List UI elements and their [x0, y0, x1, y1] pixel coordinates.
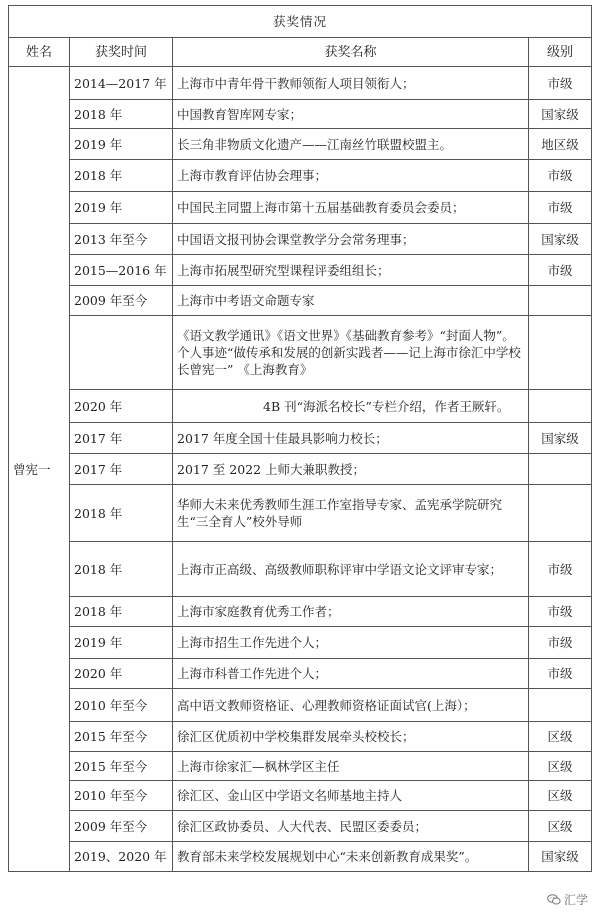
- source-label: 汇学: [563, 893, 588, 907]
- award-time: 2009 年至今: [70, 811, 173, 842]
- table-row: [9, 597, 592, 627]
- award-title: 中国语文报刊协会课堂教学分会常务理事；: [173, 224, 529, 255]
- award-level: 国家级: [529, 100, 592, 129]
- award-title: 上海市家庭教育优秀工作者；: [173, 597, 529, 627]
- award-time: 2019 年: [70, 627, 173, 659]
- award-time: 2015—2016 年: [70, 255, 173, 286]
- table-row: [9, 659, 592, 689]
- award-level: [529, 286, 592, 316]
- award-time: 2017 年: [70, 454, 173, 485]
- award-title: 上海市中考语文命题专家: [173, 286, 529, 316]
- award-title: 4B 刊“海派名校长”专栏介绍，作者王厥轩。: [173, 390, 529, 423]
- table-row: [9, 129, 592, 160]
- table-row: [9, 192, 592, 224]
- award-level: 市级: [529, 255, 592, 286]
- award-title: 上海市中青年骨干教师领衔人项目领衔人；: [173, 67, 529, 100]
- award-title: 上海市招生工作先进个人；: [173, 627, 529, 659]
- table-row: [9, 811, 592, 842]
- award-title: 上海市科普工作先进个人；: [173, 659, 529, 689]
- table-row: [9, 100, 592, 129]
- award-level: [529, 485, 592, 542]
- awards-table: [8, 5, 592, 872]
- award-time: [70, 316, 173, 390]
- header-time: 获奖时间: [70, 38, 173, 67]
- table-row: [9, 627, 592, 659]
- award-level: 国家级: [529, 842, 592, 872]
- awards-body: [9, 67, 592, 872]
- award-title: 长三角非物质文化遗产——江南丝竹联盟校盟主。: [173, 129, 529, 160]
- award-title: 中国教育智库网专家；: [173, 100, 529, 129]
- award-time: 2020 年: [70, 390, 173, 423]
- award-level: 市级: [529, 542, 592, 597]
- table-row: [9, 752, 592, 781]
- award-time: 2019、2020 年: [70, 842, 173, 872]
- award-time: 2010 年至今: [70, 781, 173, 811]
- award-level: [529, 689, 592, 722]
- table-row: [9, 224, 592, 255]
- award-time: 2009 年至今: [70, 286, 173, 316]
- award-time: 2018 年: [70, 597, 173, 627]
- table-row: [9, 316, 592, 390]
- award-time: 2018 年: [70, 485, 173, 542]
- award-title: 2017 至 2022 上师大兼职教授；: [173, 454, 529, 485]
- award-level: 地区级: [529, 129, 592, 160]
- award-time: 2017 年: [70, 423, 173, 454]
- award-title: 华师大未来优秀教师生涯工作室指导专家、孟宪承学院研究生“三全育人”校外导师: [173, 485, 529, 542]
- award-level: [529, 454, 592, 485]
- table-row: [9, 781, 592, 811]
- table-row: [9, 842, 592, 872]
- award-title: 教育部未来学校发展规划中心“未来创新教育成果奖”。: [173, 842, 529, 872]
- table-row: [9, 454, 592, 485]
- award-level: 市级: [529, 597, 592, 627]
- award-level: 市级: [529, 659, 592, 689]
- award-level: 市级: [529, 160, 592, 192]
- award-title: 徐汇区优质初中学校集群发展牵头校校长；: [173, 722, 529, 752]
- table-row: [9, 286, 592, 316]
- award-title: 徐汇区政协委员、人大代表、民盟区委委员；: [173, 811, 529, 842]
- award-title: 《语文教学通讯》《语文世界》《基础教育参考》“封面人物”。个人事迹“做传承和发展的创新实践者——记上海市徐汇中学校长曾宪一” 《上海教育》: [173, 316, 529, 390]
- award-time: 2019 年: [70, 192, 173, 224]
- person-name: 曾宪一: [9, 67, 70, 872]
- award-title: 徐汇区、金山区中学语文名师基地主持人: [173, 781, 529, 811]
- award-time: 2010 年至今: [70, 689, 173, 722]
- award-time: 2019 年: [70, 129, 173, 160]
- award-level: [529, 390, 592, 423]
- header-award: 获奖名称: [173, 38, 529, 67]
- award-level: 国家级: [529, 423, 592, 454]
- award-title: 上海市徐家汇—枫林学区主任: [173, 752, 529, 781]
- award-time: 2015 年至今: [70, 752, 173, 781]
- award-time: 2015 年至今: [70, 722, 173, 752]
- award-level: 区级: [529, 752, 592, 781]
- award-level: 国家级: [529, 224, 592, 255]
- table-row: [9, 67, 592, 100]
- table-row: [9, 485, 592, 542]
- award-time: 2013 年至今: [70, 224, 173, 255]
- table-row: [9, 542, 592, 597]
- wechat-icon: [547, 894, 561, 905]
- award-level: 区级: [529, 722, 592, 752]
- award-title: 上海市正高级、高级教师职称评审中学语文论文评审专家；: [173, 542, 529, 597]
- table-row: [9, 255, 592, 286]
- awards-sheet: [8, 5, 591, 872]
- table-row: [9, 160, 592, 192]
- table-row: [9, 722, 592, 752]
- award-title: 上海市教育评估协会理事；: [173, 160, 529, 192]
- award-time: 2018 年: [70, 542, 173, 597]
- award-level: 区级: [529, 781, 592, 811]
- header-name: 姓名: [9, 38, 70, 67]
- source-watermark: [547, 891, 588, 908]
- table-row: [9, 689, 592, 722]
- award-title: 高中语文教师资格证、心理教师资格证面试官(上海）；: [173, 689, 529, 722]
- award-time: 2020 年: [70, 659, 173, 689]
- award-time: 2018 年: [70, 100, 173, 129]
- award-level: 市级: [529, 192, 592, 224]
- header-level: 级别: [529, 38, 592, 67]
- award-title: 上海市拓展型研究型课程评委组组长；: [173, 255, 529, 286]
- award-title: 2017 年度全国十佳最具影响力校长；: [173, 423, 529, 454]
- table-row: [9, 423, 592, 454]
- table-title: 获奖情况: [9, 6, 592, 38]
- award-level: 市级: [529, 67, 592, 100]
- award-level: [529, 316, 592, 390]
- award-level: 区级: [529, 811, 592, 842]
- award-time: 2014—2017 年: [70, 67, 173, 100]
- award-level: 市级: [529, 627, 592, 659]
- award-title: 中国民主同盟上海市第十五届基础教育委员会委员；: [173, 192, 529, 224]
- table-row: [9, 390, 592, 423]
- award-time: 2018 年: [70, 160, 173, 192]
